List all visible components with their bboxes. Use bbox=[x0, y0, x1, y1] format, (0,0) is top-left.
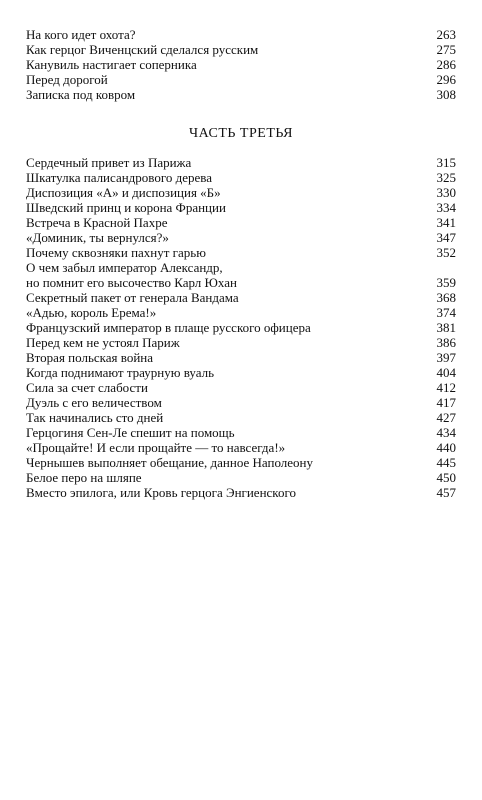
toc-entry-title: «Адью, король Ерема!» bbox=[26, 305, 157, 320]
toc-entry-title: Шведский принц и корона Франции bbox=[26, 200, 226, 215]
toc-entry-page: 457 bbox=[436, 485, 456, 500]
toc-entry-title: Дуэль с его величеством bbox=[26, 395, 162, 410]
toc-entry bbox=[26, 260, 456, 290]
toc-entry bbox=[26, 230, 456, 245]
toc-entry-page: 368 bbox=[436, 290, 456, 305]
toc-entry bbox=[26, 425, 456, 440]
toc-entry-page: 308 bbox=[436, 87, 456, 102]
toc-entry bbox=[26, 380, 456, 395]
toc-entry bbox=[26, 170, 456, 185]
toc-entry bbox=[26, 305, 456, 320]
toc-entry-page: 325 bbox=[436, 170, 456, 185]
toc-entry-title: На кого идет охота? bbox=[26, 27, 136, 42]
toc-entry-page: 352 bbox=[436, 245, 456, 260]
toc-entry bbox=[26, 470, 456, 485]
toc-entry-title: Шкатулка палисандрового дерева bbox=[26, 170, 212, 185]
toc-part-three-list bbox=[26, 155, 456, 500]
toc-entry-page: 296 bbox=[436, 72, 456, 87]
toc-entry-title: Как герцог Виченцский сделался русским bbox=[26, 42, 259, 57]
toc-entry-page: 347 bbox=[436, 230, 456, 245]
toc-entry-title: Вторая польская война bbox=[26, 350, 154, 365]
toc-entry bbox=[26, 365, 456, 380]
toc-entry-page: 359 bbox=[436, 275, 456, 290]
toc-entry-page: 450 bbox=[436, 470, 456, 485]
toc-entry bbox=[26, 440, 456, 455]
toc-entry-page: 434 bbox=[436, 425, 456, 440]
toc-entry bbox=[26, 350, 456, 365]
toc-entry-title: Так начинались сто дней bbox=[26, 410, 164, 425]
toc-entry bbox=[26, 410, 456, 425]
toc-entry-page: 341 bbox=[436, 215, 456, 230]
toc-entry-title: Когда поднимают траурную вуаль bbox=[26, 365, 215, 380]
toc-entry-title: Герцогиня Сен-Ле спешит на помощь bbox=[26, 425, 235, 440]
toc-entry bbox=[26, 72, 456, 87]
toc-entry-page: 330 bbox=[436, 185, 456, 200]
toc-entry-page: 386 bbox=[436, 335, 456, 350]
toc-entry-title: «Доминик, ты вернулся?» bbox=[26, 230, 169, 245]
toc-entry bbox=[26, 245, 456, 260]
part-three-heading: ЧАСТЬ ТРЕТЬЯ bbox=[188, 126, 293, 141]
toc-entry bbox=[26, 185, 456, 200]
toc-entry-title: Перед кем не устоял Париж bbox=[26, 335, 180, 350]
toc-entry-page: 315 bbox=[436, 155, 456, 170]
toc-entry-title: Вместо эпилога, или Кровь герцога Энгиенского bbox=[26, 485, 296, 500]
toc-entry bbox=[26, 320, 456, 335]
toc-entry-page: 286 bbox=[436, 57, 456, 72]
toc-entry bbox=[26, 395, 456, 410]
toc-entry-page: 417 bbox=[436, 395, 456, 410]
toc-entry-title: Перед дорогой bbox=[26, 72, 108, 87]
toc-entry bbox=[26, 335, 456, 350]
toc-entry-title: О чем забыл император Александр, но помнит его высочество Карл Юхан bbox=[26, 260, 237, 290]
toc-entry-page: 404 bbox=[436, 365, 456, 380]
toc-entry bbox=[26, 485, 456, 500]
toc-entry bbox=[26, 27, 456, 42]
toc-entry bbox=[26, 290, 456, 305]
toc-entry-title: Сила за счет слабости bbox=[26, 380, 148, 395]
toc-entry bbox=[26, 155, 456, 170]
toc-entry-page: 397 bbox=[436, 350, 456, 365]
toc-entry bbox=[26, 57, 456, 72]
toc-entry-title: «Прощайте! И если прощайте — то навсегда!» bbox=[26, 440, 286, 455]
toc-entry-title: Секретный пакет от генерала Вандама bbox=[26, 290, 239, 305]
toc-entry bbox=[26, 200, 456, 215]
toc-entry-page: 381 bbox=[436, 320, 456, 335]
toc-entry-title: Почему сквозняки пахнут гарью bbox=[26, 245, 206, 260]
toc-entry bbox=[26, 42, 456, 57]
toc-entry-title: Чернышев выполняет обещание, данное Наполеону bbox=[26, 455, 314, 470]
toc-entry-title: Белое перо на шляпе bbox=[26, 470, 142, 485]
toc-entry-page: 412 bbox=[436, 380, 456, 395]
toc-entry-title: Встреча в Красной Пахре bbox=[26, 215, 168, 230]
toc-entry-title: Канувиль настигает соперника bbox=[26, 57, 197, 72]
toc-entry-page: 263 bbox=[436, 27, 456, 42]
toc-entry-title: Записка под ковром bbox=[26, 87, 136, 102]
toc-part-two-list bbox=[26, 27, 456, 102]
toc-entry-title: Французский император в плаще русского офицера bbox=[26, 320, 311, 335]
toc-entry-page: 427 bbox=[436, 410, 456, 425]
toc-entry-page: 374 bbox=[436, 305, 456, 320]
toc-entry-page: 445 bbox=[436, 455, 456, 470]
toc-entry-title: Сердечный привет из Парижа bbox=[26, 155, 192, 170]
toc-entry-title: Диспозиция «А» и диспозиция «Б» bbox=[26, 185, 221, 200]
toc-entry-page: 440 bbox=[436, 440, 456, 455]
toc-entry bbox=[26, 87, 456, 102]
toc-entry-page: 275 bbox=[436, 42, 456, 57]
toc-entry bbox=[26, 215, 456, 230]
toc-entry-page: 334 bbox=[436, 200, 456, 215]
toc-entry bbox=[26, 455, 456, 470]
